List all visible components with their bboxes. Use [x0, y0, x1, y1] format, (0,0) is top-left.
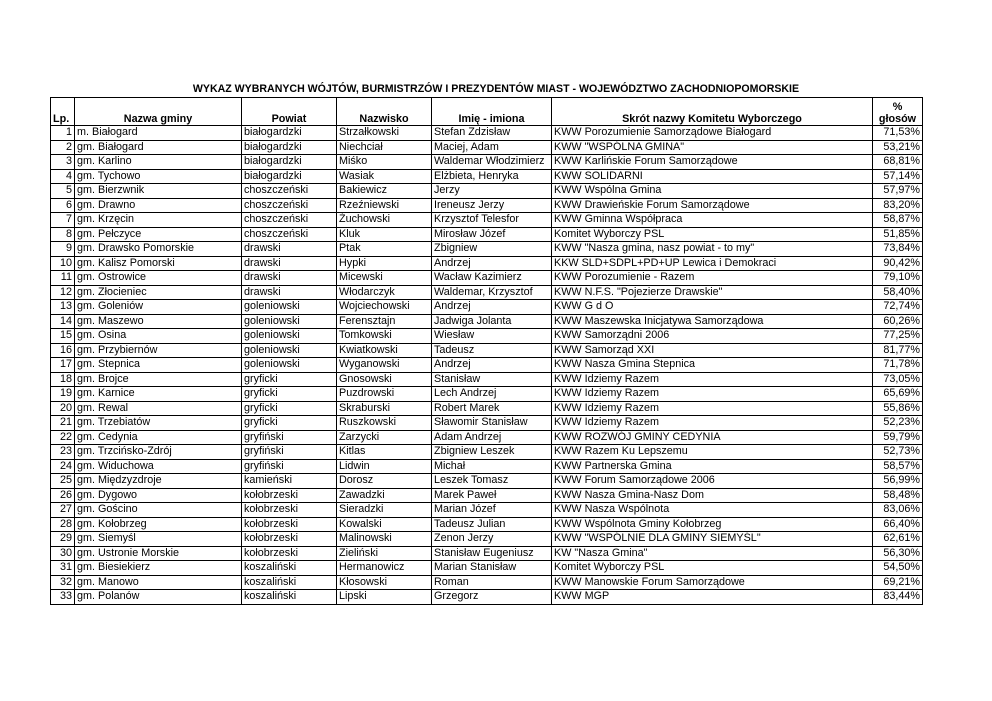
cell-pct: 65,69% [873, 387, 923, 402]
cell-powiat: kołobrzeski [242, 488, 337, 503]
cell-lp: 11 [51, 271, 75, 286]
cell-imie: Tadeusz [432, 343, 552, 358]
header-nazwisko: Nazwisko [337, 98, 432, 126]
cell-powiat: goleniowski [242, 300, 337, 315]
table-header-row [51, 98, 923, 126]
header-pct-symbol: % [892, 101, 903, 113]
cell-lp: 4 [51, 169, 75, 184]
cell-gmina: gm. Trzcińsko-Zdrój [75, 445, 242, 460]
cell-imie: Zbigniew Leszek [432, 445, 552, 460]
cell-gmina: gm. Siemyśl [75, 532, 242, 547]
cell-komitet: KWW "WSPÓLNA GMINA" [552, 140, 873, 155]
cell-pct: 53,21% [873, 140, 923, 155]
cell-nazwisko: Kowalski [337, 517, 432, 532]
table-row [51, 300, 923, 315]
cell-pct: 79,10% [873, 271, 923, 286]
cell-nazwisko: Ptak [337, 242, 432, 257]
table-row [51, 546, 923, 561]
cell-powiat: choszczeński [242, 198, 337, 213]
cell-imie: Grzegorz [432, 590, 552, 605]
cell-imie: Jadwiga Jolanta [432, 314, 552, 329]
cell-powiat: drawski [242, 256, 337, 271]
table-row [51, 213, 923, 228]
cell-nazwisko: Wojciechowski [337, 300, 432, 315]
cell-pct: 58,40% [873, 285, 923, 300]
cell-imie: Wiesław [432, 329, 552, 344]
cell-komitet: KW "Nasza Gmina" [552, 546, 873, 561]
cell-pct: 77,25% [873, 329, 923, 344]
cell-gmina: gm. Dygowo [75, 488, 242, 503]
cell-gmina: gm. Tychowo [75, 169, 242, 184]
cell-pct: 54,50% [873, 561, 923, 576]
cell-lp: 26 [51, 488, 75, 503]
cell-pct: 71,53% [873, 126, 923, 141]
cell-imie: Robert Marek [432, 401, 552, 416]
cell-imie: Zbigniew [432, 242, 552, 257]
cell-powiat: drawski [242, 285, 337, 300]
cell-komitet: KWW Idziemy Razem [552, 372, 873, 387]
results-table [50, 97, 923, 605]
cell-nazwisko: Niechciał [337, 140, 432, 155]
cell-powiat: gryfiński [242, 459, 337, 474]
cell-nazwisko: Strzałkowski [337, 126, 432, 141]
cell-lp: 20 [51, 401, 75, 416]
cell-komitet: KWW Idziemy Razem [552, 416, 873, 431]
cell-nazwisko: Ferensztajn [337, 314, 432, 329]
cell-lp: 10 [51, 256, 75, 271]
cell-nazwisko: Micewski [337, 271, 432, 286]
cell-lp: 22 [51, 430, 75, 445]
cell-lp: 27 [51, 503, 75, 518]
cell-nazwisko: Malinowski [337, 532, 432, 547]
table-row [51, 445, 923, 460]
table-row [51, 387, 923, 402]
cell-powiat: białogardzki [242, 169, 337, 184]
cell-komitet: KWW Nasza Gmina-Nasz Dom [552, 488, 873, 503]
cell-nazwisko: Tomkowski [337, 329, 432, 344]
cell-pct: 60,26% [873, 314, 923, 329]
cell-pct: 57,14% [873, 169, 923, 184]
cell-gmina: gm. Białogard [75, 140, 242, 155]
header-pct [873, 98, 923, 126]
cell-komitet: KWW Razem Ku Lepszemu [552, 445, 873, 460]
cell-imie: Marek Paweł [432, 488, 552, 503]
cell-lp: 12 [51, 285, 75, 300]
cell-komitet: KWW N.F.S. "Pojezierze Drawskie" [552, 285, 873, 300]
cell-gmina: gm. Polanów [75, 590, 242, 605]
cell-powiat: drawski [242, 271, 337, 286]
cell-imie: Marian Stanisław [432, 561, 552, 576]
cell-powiat: kołobrzeski [242, 517, 337, 532]
cell-pct: 83,44% [873, 590, 923, 605]
cell-lp: 2 [51, 140, 75, 155]
cell-nazwisko: Sieradzki [337, 503, 432, 518]
cell-lp: 9 [51, 242, 75, 257]
cell-gmina: gm. Kołobrzeg [75, 517, 242, 532]
cell-komitet: KWW Drawieńskie Forum Samorządowe [552, 198, 873, 213]
cell-powiat: gryficki [242, 372, 337, 387]
cell-pct: 62,61% [873, 532, 923, 547]
cell-lp: 21 [51, 416, 75, 431]
cell-nazwisko: Skraburski [337, 401, 432, 416]
cell-imie: Stanisław [432, 372, 552, 387]
cell-gmina: gm. Biesiekierz [75, 561, 242, 576]
table-body [51, 126, 923, 605]
cell-pct: 68,81% [873, 155, 923, 170]
cell-powiat: gryfiński [242, 445, 337, 460]
table-row [51, 372, 923, 387]
cell-gmina: gm. Kalisz Pomorski [75, 256, 242, 271]
cell-gmina: gm. Manowo [75, 575, 242, 590]
cell-gmina: m. Białogard [75, 126, 242, 141]
cell-imie: Marian Józef [432, 503, 552, 518]
cell-nazwisko: Wasiak [337, 169, 432, 184]
cell-gmina: gm. Rewal [75, 401, 242, 416]
header-powiat: Powiat [242, 98, 337, 126]
cell-powiat: gryficki [242, 387, 337, 402]
table-row [51, 532, 923, 547]
cell-gmina: gm. Złocieniec [75, 285, 242, 300]
cell-gmina: gm. Pełczyce [75, 227, 242, 242]
cell-komitet: KWW Idziemy Razem [552, 401, 873, 416]
header-komitet: Skrót nazwy Komitetu Wyborczego [552, 98, 873, 126]
cell-powiat: kamieński [242, 474, 337, 489]
cell-lp: 30 [51, 546, 75, 561]
cell-powiat: goleniowski [242, 314, 337, 329]
cell-gmina: gm. Karnice [75, 387, 242, 402]
cell-pct: 58,87% [873, 213, 923, 228]
cell-komitet: KWW ROZWÓJ GMINY CEDYNIA [552, 430, 873, 445]
table-row [51, 503, 923, 518]
cell-nazwisko: Kluk [337, 227, 432, 242]
cell-pct: 52,73% [873, 445, 923, 460]
table-row [51, 256, 923, 271]
cell-nazwisko: Hypki [337, 256, 432, 271]
cell-powiat: choszczeński [242, 213, 337, 228]
cell-gmina: gm. Drawno [75, 198, 242, 213]
cell-lp: 23 [51, 445, 75, 460]
table-row [51, 242, 923, 257]
cell-komitet: Komitet Wyborczy PSL [552, 561, 873, 576]
cell-powiat: białogardzki [242, 140, 337, 155]
table-row [51, 474, 923, 489]
cell-pct: 56,99% [873, 474, 923, 489]
cell-komitet: KWW Forum Samorządowe 2006 [552, 474, 873, 489]
cell-imie: Leszek Tomasz [432, 474, 552, 489]
cell-lp: 31 [51, 561, 75, 576]
cell-powiat: gryficki [242, 416, 337, 431]
cell-gmina: gm. Widuchowa [75, 459, 242, 474]
cell-gmina: gm. Drawsko Pomorskie [75, 242, 242, 257]
cell-gmina: gm. Przybiernów [75, 343, 242, 358]
cell-komitet: KWW MGP [552, 590, 873, 605]
page-title: WYKAZ WYBRANYCH WÓJTÓW, BURMISTRZÓW I PREZYDENTÓW MIAST - WOJEWÓDZTWO ZACHODNIOPOMORSKIE [192, 83, 800, 95]
table-row [51, 227, 923, 242]
cell-nazwisko: Gnosowski [337, 372, 432, 387]
cell-lp: 19 [51, 387, 75, 402]
cell-nazwisko: Zawadzki [337, 488, 432, 503]
table-row [51, 358, 923, 373]
cell-imie: Adam Andrzej [432, 430, 552, 445]
cell-powiat: koszaliński [242, 590, 337, 605]
cell-komitet: KWW G d O [552, 300, 873, 315]
cell-lp: 16 [51, 343, 75, 358]
cell-imie: Tadeusz Julian [432, 517, 552, 532]
cell-imie: Ireneusz Jerzy [432, 198, 552, 213]
cell-nazwisko: Kłosowski [337, 575, 432, 590]
cell-imie: Andrzej [432, 300, 552, 315]
cell-komitet: KWW Manowskie Forum Samorządowe [552, 575, 873, 590]
cell-gmina: gm. Międzyzdroje [75, 474, 242, 489]
cell-imie: Zenon Jerzy [432, 532, 552, 547]
cell-lp: 3 [51, 155, 75, 170]
cell-powiat: kołobrzeski [242, 532, 337, 547]
cell-gmina: gm. Osina [75, 329, 242, 344]
cell-lp: 32 [51, 575, 75, 590]
cell-pct: 66,40% [873, 517, 923, 532]
cell-nazwisko: Żuchowski [337, 213, 432, 228]
cell-lp: 8 [51, 227, 75, 242]
cell-pct: 73,05% [873, 372, 923, 387]
cell-lp: 14 [51, 314, 75, 329]
cell-powiat: kołobrzeski [242, 503, 337, 518]
cell-gmina: gm. Ostrowice [75, 271, 242, 286]
cell-powiat: białogardzki [242, 155, 337, 170]
cell-pct: 51,85% [873, 227, 923, 242]
cell-imie: Sławomir Stanisław [432, 416, 552, 431]
cell-gmina: gm. Gościno [75, 503, 242, 518]
cell-imie: Andrzej [432, 358, 552, 373]
cell-nazwisko: Miśko [337, 155, 432, 170]
cell-nazwisko: Kitlas [337, 445, 432, 460]
cell-pct: 58,57% [873, 459, 923, 474]
cell-komitet: KWW "WSPÓLNIE DLA GMINY SIEMYŚL" [552, 532, 873, 547]
cell-lp: 7 [51, 213, 75, 228]
cell-gmina: gm. Trzebiatów [75, 416, 242, 431]
cell-nazwisko: Kwiatkowski [337, 343, 432, 358]
table-row [51, 329, 923, 344]
cell-powiat: drawski [242, 242, 337, 257]
cell-nazwisko: Zarzycki [337, 430, 432, 445]
header-lp: Lp. [51, 98, 75, 126]
table-row [51, 155, 923, 170]
cell-pct: 52,23% [873, 416, 923, 431]
cell-pct: 69,21% [873, 575, 923, 590]
table-row [51, 590, 923, 605]
cell-pct: 55,86% [873, 401, 923, 416]
cell-imie: Waldemar Włodzimierz [432, 155, 552, 170]
cell-gmina: gm. Krzęcin [75, 213, 242, 228]
cell-imie: Roman [432, 575, 552, 590]
cell-imie: Elżbieta, Henryka [432, 169, 552, 184]
table-row [51, 430, 923, 445]
table-row [51, 271, 923, 286]
cell-komitet: Komitet Wyborczy PSL [552, 227, 873, 242]
cell-nazwisko: Lipski [337, 590, 432, 605]
table-row [51, 169, 923, 184]
cell-powiat: goleniowski [242, 343, 337, 358]
cell-komitet: KWW Porozumienie - Razem [552, 271, 873, 286]
cell-nazwisko: Dorosz [337, 474, 432, 489]
cell-pct: 72,74% [873, 300, 923, 315]
table-row [51, 401, 923, 416]
cell-imie: Krzysztof Telesfor [432, 213, 552, 228]
cell-pct: 73,84% [873, 242, 923, 257]
cell-nazwisko: Rzeźniewski [337, 198, 432, 213]
cell-lp: 25 [51, 474, 75, 489]
cell-lp: 1 [51, 126, 75, 141]
cell-nazwisko: Ruszkowski [337, 416, 432, 431]
cell-lp: 18 [51, 372, 75, 387]
table-row [51, 343, 923, 358]
cell-komitet: KWW Gminna Współpraca [552, 213, 873, 228]
cell-powiat: goleniowski [242, 358, 337, 373]
cell-pct: 71,78% [873, 358, 923, 373]
cell-lp: 29 [51, 532, 75, 547]
cell-komitet: KWW Porozumienie Samorządowe Białogard [552, 126, 873, 141]
cell-komitet: KWW Wspólna Gmina [552, 184, 873, 199]
cell-powiat: kołobrzeski [242, 546, 337, 561]
cell-lp: 15 [51, 329, 75, 344]
cell-gmina: gm. Goleniów [75, 300, 242, 315]
cell-lp: 5 [51, 184, 75, 199]
cell-nazwisko: Puzdrowski [337, 387, 432, 402]
cell-lp: 6 [51, 198, 75, 213]
header-imie: Imię - imiona [432, 98, 552, 126]
cell-imie: Maciej, Adam [432, 140, 552, 155]
cell-imie: Waldemar, Krzysztof [432, 285, 552, 300]
cell-pct: 57,97% [873, 184, 923, 199]
cell-komitet: KWW Samorząd XXI [552, 343, 873, 358]
cell-pct: 83,06% [873, 503, 923, 518]
cell-nazwisko: Wyganowski [337, 358, 432, 373]
cell-pct: 56,30% [873, 546, 923, 561]
cell-komitet: KWW Karlińskie Forum Samorządowe [552, 155, 873, 170]
cell-komitet: KWW Wspólnota Gminy Kołobrzeg [552, 517, 873, 532]
table-row [51, 575, 923, 590]
cell-imie: Wacław Kazimierz [432, 271, 552, 286]
cell-komitet: KWW Partnerska Gmina [552, 459, 873, 474]
cell-komitet: KWW Nasza Wspólnota [552, 503, 873, 518]
cell-gmina: gm. Karlino [75, 155, 242, 170]
table-row [51, 314, 923, 329]
table-row [51, 285, 923, 300]
cell-gmina: gm. Ustronie Morskie [75, 546, 242, 561]
cell-komitet: KWW Maszewska Inicjatywa Samorządowa [552, 314, 873, 329]
cell-imie: Stanisław Eugeniusz [432, 546, 552, 561]
table-row [51, 416, 923, 431]
cell-powiat: choszczeński [242, 227, 337, 242]
cell-imie: Andrzej [432, 256, 552, 271]
cell-powiat: koszaliński [242, 561, 337, 576]
cell-gmina: gm. Bierzwnik [75, 184, 242, 199]
cell-nazwisko: Bakiewicz [337, 184, 432, 199]
cell-lp: 33 [51, 590, 75, 605]
cell-pct: 81,77% [873, 343, 923, 358]
cell-pct: 90,42% [873, 256, 923, 271]
cell-pct: 58,48% [873, 488, 923, 503]
cell-imie: Michał [432, 459, 552, 474]
cell-nazwisko: Hermanowicz [337, 561, 432, 576]
cell-lp: 17 [51, 358, 75, 373]
cell-komitet: KWW Idziemy Razem [552, 387, 873, 402]
cell-imie: Mirosław Józef [432, 227, 552, 242]
cell-powiat: gryfiński [242, 430, 337, 445]
cell-imie: Lech Andrzej [432, 387, 552, 402]
cell-komitet: KWW SOLIDARNI [552, 169, 873, 184]
cell-lp: 13 [51, 300, 75, 315]
cell-komitet: KWW Nasza Gmina Stepnica [552, 358, 873, 373]
cell-powiat: białogardzki [242, 126, 337, 141]
cell-komitet: KWW Samorządni 2006 [552, 329, 873, 344]
cell-komitet: KWW "Nasza gmina, nasz powiat - to my" [552, 242, 873, 257]
cell-powiat: koszaliński [242, 575, 337, 590]
header-pct-label: głosów [878, 113, 917, 125]
cell-lp: 28 [51, 517, 75, 532]
table-row [51, 459, 923, 474]
cell-nazwisko: Zieliński [337, 546, 432, 561]
cell-powiat: goleniowski [242, 329, 337, 344]
header-gmina: Nazwa gminy [75, 98, 242, 126]
table-row [51, 184, 923, 199]
table-row [51, 561, 923, 576]
cell-pct: 83,20% [873, 198, 923, 213]
table-row [51, 140, 923, 155]
table-row [51, 488, 923, 503]
cell-lp: 24 [51, 459, 75, 474]
table-row [51, 126, 923, 141]
cell-imie: Stefan Zdzisław [432, 126, 552, 141]
table-row [51, 198, 923, 213]
cell-pct: 59,79% [873, 430, 923, 445]
cell-nazwisko: Włodarczyk [337, 285, 432, 300]
cell-gmina: gm. Stepnica [75, 358, 242, 373]
cell-powiat: choszczeński [242, 184, 337, 199]
cell-nazwisko: Lidwin [337, 459, 432, 474]
cell-gmina: gm. Brojce [75, 372, 242, 387]
cell-imie: Jerzy [432, 184, 552, 199]
cell-gmina: gm. Cedynia [75, 430, 242, 445]
cell-komitet: KKW SLD+SDPL+PD+UP Lewica i Demokraci [552, 256, 873, 271]
cell-powiat: gryficki [242, 401, 337, 416]
cell-gmina: gm. Maszewo [75, 314, 242, 329]
table-row [51, 517, 923, 532]
